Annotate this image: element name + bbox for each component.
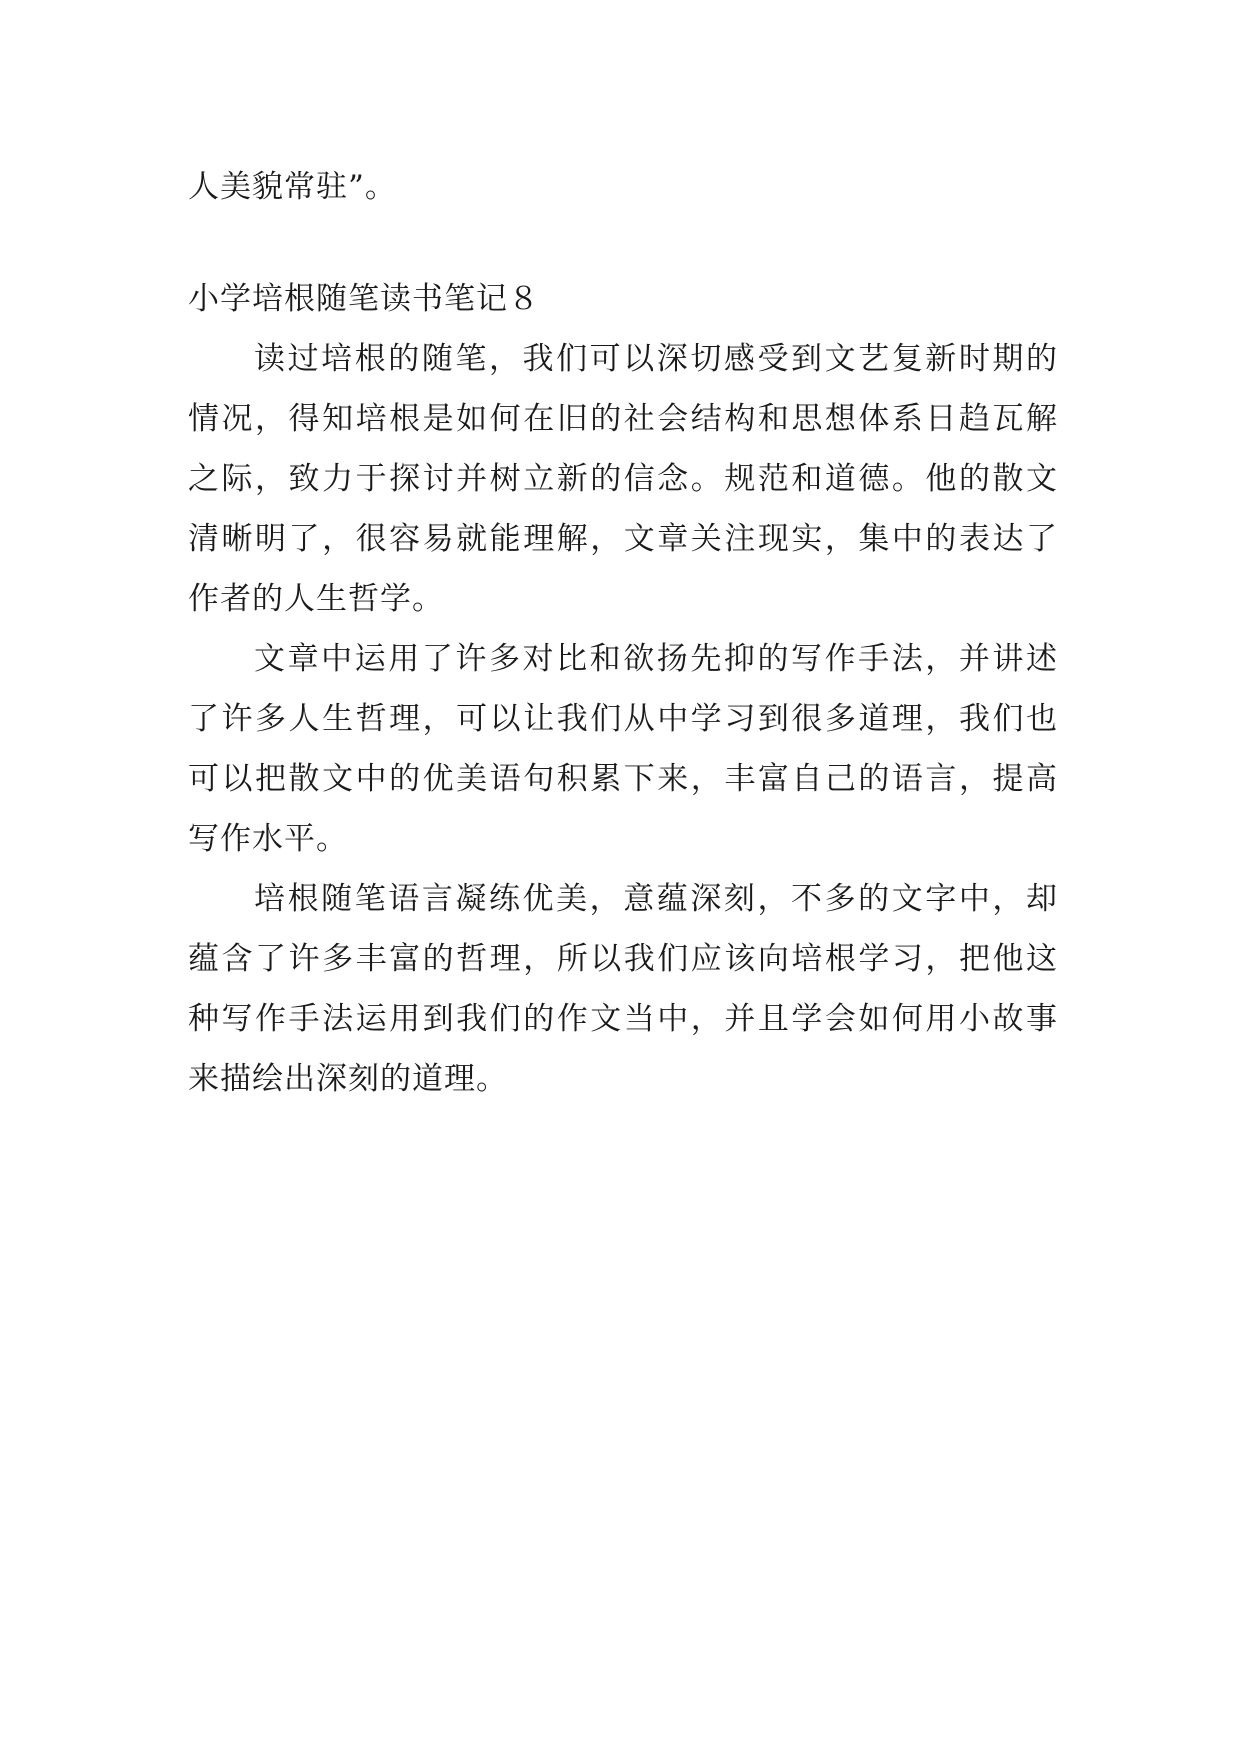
paragraph-line: 了许多人生哲理，可以让我们从中学习到很多道理，我们也 xyxy=(188,701,1058,737)
paragraph-3 xyxy=(188,869,1058,1109)
paragraph-line: 可以把散文中的优美语句积累下来，丰富自己的语言，提高 xyxy=(188,761,1058,797)
carryover-line: 人美貌常驻”。 xyxy=(188,169,397,205)
reading-note-section xyxy=(188,269,1058,1109)
paragraph-line: 来描绘出深刻的道理。 xyxy=(188,1061,508,1097)
section-title: 小学培根随笔读书笔记８ xyxy=(188,281,540,317)
paragraph-line: 写作水平。 xyxy=(188,821,348,857)
paragraph-1 xyxy=(188,329,1058,629)
paragraph-line: 情况，得知培根是如何在旧的社会结构和思想体系日趋瓦解 xyxy=(188,401,1058,437)
paragraph-line: 读过培根的随笔，我们可以深切感受到文艺复新时期的 xyxy=(254,341,1058,377)
paragraph-line: 种写作手法运用到我们的作文当中，并且学会如何用小故事 xyxy=(188,1001,1058,1037)
carryover-text xyxy=(188,157,1058,217)
paragraph-line: 之际，致力于探讨并树立新的信念。规范和道德。他的散文 xyxy=(188,461,1058,497)
paragraph-line: 清晰明了，很容易就能理解，文章关注现实，集中的表达了 xyxy=(188,521,1058,557)
paragraph-line: 培根随笔语言凝练优美，意蕴深刻，不多的文字中，却 xyxy=(254,881,1058,917)
paragraph-line: 文章中运用了许多对比和欲扬先抑的写作手法，并讲述 xyxy=(254,641,1058,677)
paragraph-2 xyxy=(188,629,1058,869)
paragraph-line: 蕴含了许多丰富的哲理，所以我们应该向培根学习，把他这 xyxy=(188,941,1058,977)
paragraph-line: 作者的人生哲学。 xyxy=(188,581,444,617)
